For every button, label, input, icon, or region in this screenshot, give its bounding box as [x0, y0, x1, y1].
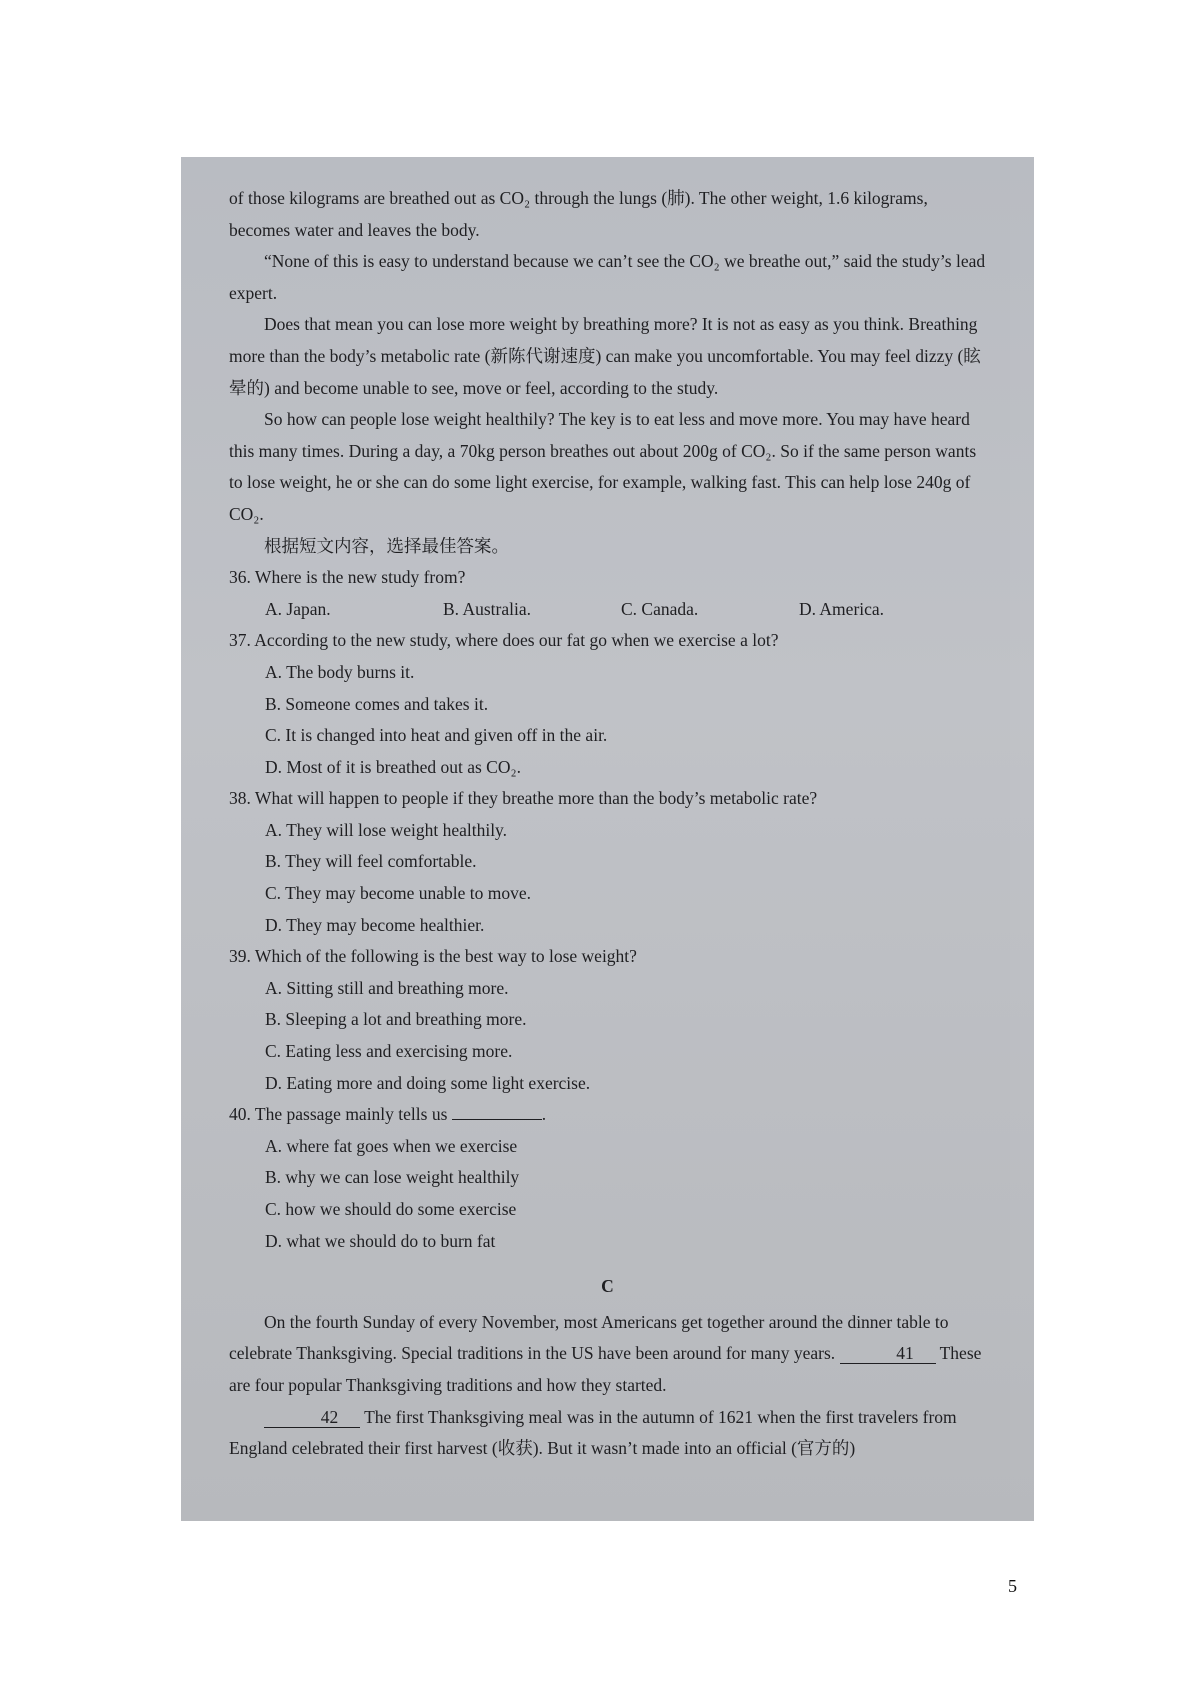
option-b: B. They will feel comfortable.	[265, 851, 477, 872]
paragraph-text: The first Thanksgiving meal was in the autumn of 1621 when the first travelers from England celebrated their first harvest (收获). But it wasn’t made into an official (官方的)	[229, 1406, 957, 1459]
option-d: D. America.	[799, 598, 885, 619]
instruction: 根据短文内容，选择最佳答案。	[264, 535, 509, 556]
stem-end: .	[541, 1104, 547, 1125]
question-40	[229, 1099, 986, 1257]
section-title: C	[601, 1276, 614, 1297]
option-a: A. The body burns it.	[265, 661, 415, 682]
scanned-page	[181, 157, 1034, 1521]
question-stem: 39. Which of the following is the best way to lose weight?	[229, 946, 637, 967]
stem-text: 40. The passage mainly tells us	[229, 1104, 448, 1125]
option-d: D. They may become healthier.	[265, 914, 485, 935]
question-39	[229, 941, 986, 1099]
option-b: B. Someone comes and takes it.	[265, 693, 489, 714]
question-stem	[229, 1099, 986, 1131]
question-38	[229, 783, 986, 941]
question-36	[229, 562, 986, 625]
question-stem: 37. According to the new study, where does our fat go when we exercise a lot?	[229, 630, 779, 651]
passage-b-paragraph-4: So how can people lose weight healthily? The key is to eat less and move more. You may have heard this many times. During a day, a 70kg person breathes out about 200g of CO₂. So if the same person wants to lose weight, he or she can do some light exercise, for example, walking fast. This can help lose 240g of CO₂.	[229, 409, 977, 524]
question-stem: 36. Where is the new study from?	[229, 567, 466, 588]
passage-c-paragraph-1	[229, 1307, 986, 1402]
options-row	[229, 594, 986, 626]
blank-42: 42	[264, 1407, 360, 1428]
option-a: A. Sitting still and breathing more.	[265, 977, 509, 998]
passage-b-paragraph-2: “None of this is easy to understand because we can’t see the CO₂ we breathe out,” said the study’s lead expert.	[229, 251, 986, 303]
question-stem: 38. What will happen to people if they breathe more than the body’s metabolic rate?	[229, 788, 818, 809]
question-37	[229, 625, 986, 783]
option-d: D. Most of it is breathed out as CO₂.	[265, 756, 521, 777]
passage-b-paragraph-1: of those kilograms are breathed out as CO₂ through the lungs (肺). The other weight, 1.6 kilograms, becomes water and leaves the body.	[229, 188, 928, 240]
blank-41: 41	[840, 1343, 936, 1364]
option-a: A. where fat goes when we exercise	[265, 1135, 518, 1156]
passage-c-paragraph-2	[229, 1402, 986, 1465]
option-c: C. Canada.	[621, 598, 699, 619]
paragraph-text: On the fourth Sunday of every November, most Americans get together around the dinner table to celebrate Thanksgiving. Special traditions in the US have been around for many years.	[229, 1311, 949, 1364]
option-a: A. They will lose weight healthily.	[265, 819, 508, 840]
option-c: C. how we should do some exercise	[265, 1199, 517, 1219]
option-b: B. Australia.	[443, 598, 531, 619]
option-c: C. They may become unable to move.	[265, 883, 531, 904]
option-b: B. Sleeping a lot and breathing more.	[265, 1009, 527, 1030]
option-c: C. It is changed into heat and given off in the air.	[265, 725, 608, 746]
answer-blank	[452, 1119, 542, 1120]
page-number: 5	[1008, 1576, 1017, 1596]
option-d: D. what we should do to burn fat	[265, 1230, 496, 1251]
option-c: C. Eating less and exercising more.	[265, 1041, 513, 1062]
option-b: B. why we can lose weight healthily	[265, 1167, 520, 1188]
option-d: D. Eating more and doing some light exercise.	[265, 1072, 591, 1093]
passage-b-paragraph-3: Does that mean you can lose more weight by breathing more? It is not as easy as you think. Breathing more than the body’s metabolic rate (新陈代谢速度) can make you uncomfortable. You may feel dizzy (眩晕的) and become unable to see, move or feel, according to the study.	[229, 314, 981, 398]
paragraph-text: These are four popular Thanksgiving traditions and how they started.	[229, 1343, 982, 1395]
option-a: A. Japan.	[265, 598, 331, 619]
